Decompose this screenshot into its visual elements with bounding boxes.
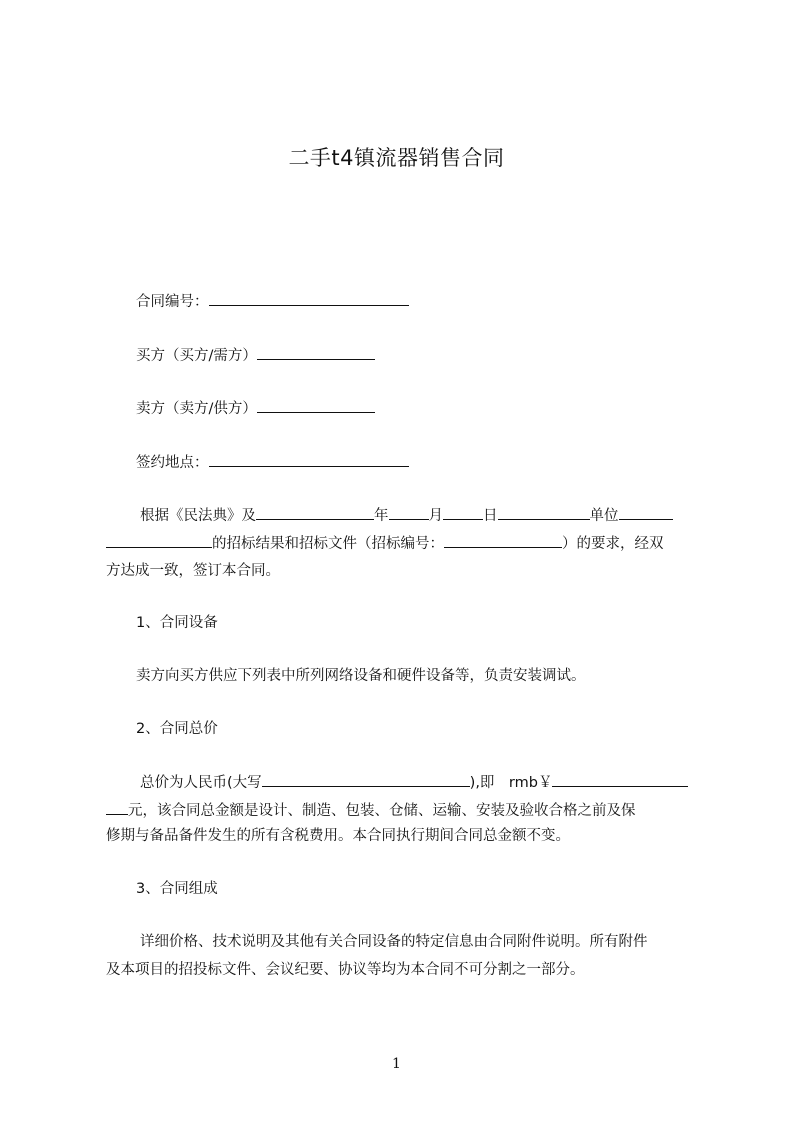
intro-text-agreement: 方达成一致，签订本合同。 [106, 563, 280, 579]
intro-blank-unit-cont [106, 533, 212, 548]
intro-text-1: 根据《民法典》及 [140, 508, 256, 524]
intro-blank-year [389, 505, 429, 520]
buyer-row [136, 345, 375, 366]
intro-line-2 [106, 533, 664, 554]
intro-blank-month [443, 505, 483, 520]
seller-label: 卖方（卖方/供方） [136, 401, 257, 417]
price-line-2 [106, 800, 636, 821]
price-text-scope: 元，该合同总金额是设计、制造、包装、仓储、运输、安装及验收合格之前及保 [128, 803, 636, 819]
intro-text-tender: 的招标结果和招标文件（招标编号： [212, 536, 444, 552]
sign-place-label: 签约地点： [136, 455, 209, 471]
intro-text-requirement: ）的要求，经双 [562, 536, 664, 552]
section-1-body: 卖方向买方供应下列表中所列网络设备和硬件设备等，负责安装调试。 [136, 668, 586, 684]
composition-line-1: 详细价格、技术说明及其他有关合同设备的特定信息由合同附件说明。所有附件 [140, 934, 648, 950]
contract-number-label: 合同编号： [136, 294, 209, 310]
price-blank-rmb [552, 772, 688, 787]
buyer-label: 买方（买方/需方） [136, 348, 257, 364]
price-blank-words [262, 772, 470, 787]
buyer-blank [257, 345, 375, 360]
price-text-words: 总价为人民币(大写 [140, 775, 262, 791]
page-number: 1 [392, 1056, 401, 1072]
intro-blank-unit [619, 505, 673, 520]
price-blank-rmb-cont [106, 800, 128, 815]
composition-line-2: 及本项目的招投标文件、会议纪要、协议等均为本合同不可分割之一部分。 [106, 962, 585, 978]
intro-blank-tender-no [444, 533, 562, 548]
intro-blank-law [256, 505, 374, 520]
price-line-1 [140, 772, 688, 793]
intro-text-month: 月 [428, 508, 443, 524]
seller-blank [257, 398, 375, 413]
intro-line-1 [140, 505, 673, 526]
intro-text-day: 日 [483, 508, 498, 524]
contract-number-row [136, 291, 409, 312]
sign-place-blank [209, 452, 409, 467]
contract-number-blank [209, 291, 409, 306]
intro-text-year: 年 [374, 508, 389, 524]
intro-text-unit: 单位 [589, 508, 619, 524]
section-1-heading: 1、合同设备 [136, 615, 218, 631]
section-3-heading: 3、合同组成 [136, 881, 218, 897]
document-title: 二手t4镇流器销售合同 [288, 146, 505, 170]
price-line-3: 修期与备品备件发生的所有含税费用。本合同执行期间合同总金额不变。 [106, 828, 570, 844]
intro-blank-day [498, 505, 590, 520]
intro-line-3 [106, 561, 280, 581]
sign-place-row [136, 452, 409, 473]
price-text-rmb: ),即 rmb￥ [469, 775, 553, 791]
seller-row [136, 398, 375, 419]
section-2-heading: 2、合同总价 [136, 721, 218, 737]
